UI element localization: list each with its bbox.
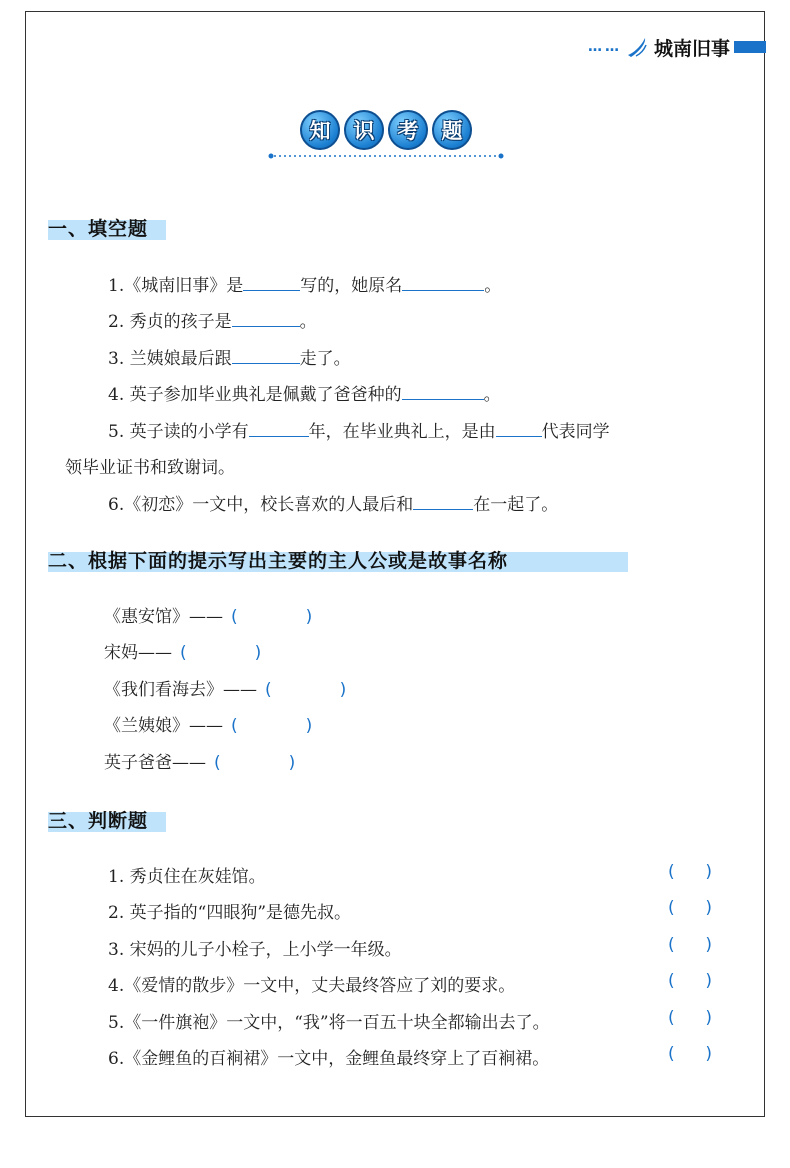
- judgement-statement: 5.《一件旗袍》一文中，“我”将一百五十块全都输出去了。: [108, 1013, 550, 1033]
- header-bar: [734, 41, 766, 53]
- question-3: 3. 兰姨娘最后跟 走了。: [108, 349, 351, 369]
- banner-char: 知: [300, 110, 340, 150]
- answer-blank[interactable]: [496, 420, 542, 437]
- section-banner: [300, 110, 472, 150]
- answer-parentheses[interactable]: ( ): [668, 971, 712, 991]
- answer-blank[interactable]: [249, 420, 309, 437]
- question-2: 2. 秀贞的孩子是 。: [108, 312, 317, 332]
- answer-blank[interactable]: [232, 310, 300, 327]
- question-6: 6.《初恋》一文中，校长喜欢的人最后和 在一起了。: [108, 495, 559, 515]
- section-heading-matching: 二、根据下面的提示写出主要的主人公或是故事名称: [48, 546, 508, 573]
- question-5-continued: 领毕业证书和致谢词。: [65, 458, 235, 478]
- answer-blank[interactable]: [243, 274, 300, 291]
- judgement-statement: 2. 英子指的“四眼狗”是德先叔。: [108, 903, 352, 923]
- question-5: 5. 英子读的小学有 年，在毕业典礼上，是由 代表同学: [108, 422, 610, 442]
- section-heading-fill-blank: 一、填空题: [48, 214, 148, 241]
- matching-item: 宋妈—— ( ): [104, 643, 262, 663]
- banner-char: 考: [388, 110, 428, 150]
- answer-parentheses[interactable]: ( ): [668, 898, 712, 918]
- header-dots: ……: [587, 39, 622, 55]
- matching-item: 《兰姨娘》—— ( ): [104, 716, 313, 736]
- answer-parentheses[interactable]: ( ): [668, 862, 712, 882]
- matching-item: 英子爸爸—— ( ): [104, 753, 296, 773]
- question-1: 1.《城南旧事》是 写的，她原名 。: [108, 276, 502, 296]
- answer-blank[interactable]: [402, 383, 484, 400]
- running-header: [588, 33, 766, 61]
- banner-char: 识: [344, 110, 384, 150]
- answer-blank[interactable]: [402, 274, 484, 291]
- judgement-statement: 1. 秀贞住在灰娃馆。: [108, 867, 266, 887]
- answer-parentheses[interactable]: ( ): [668, 935, 712, 955]
- answer-blank[interactable]: [232, 347, 300, 364]
- section-heading-true-false: 三、判断题: [48, 806, 148, 833]
- answer-parentheses[interactable]: ( ): [668, 1008, 712, 1028]
- judgement-statement: 3. 宋妈的儿子小栓子，上小学一年级。: [108, 940, 402, 960]
- answer-parentheses[interactable]: ( ): [668, 1044, 712, 1064]
- answer-blank[interactable]: [413, 493, 473, 510]
- matching-item: 《惠安馆》—— ( ): [104, 607, 313, 627]
- header-title: 城南旧事: [653, 37, 730, 60]
- judgement-statement: 6.《金鲤鱼的百裥裙》一文中，金鲤鱼最终穿上了百裥裙。: [108, 1049, 550, 1069]
- swoosh-icon: [626, 35, 648, 59]
- banner-underline: [268, 153, 504, 159]
- banner-char: 题: [432, 110, 472, 150]
- question-4: 4. 英子参加毕业典礼是佩戴了爸爸种的 。: [108, 385, 501, 405]
- judgement-statement: 4.《爱情的散步》一文中，丈夫最终答应了刘的要求。: [108, 976, 516, 996]
- matching-item: 《我们看海去》—— ( ): [104, 680, 347, 700]
